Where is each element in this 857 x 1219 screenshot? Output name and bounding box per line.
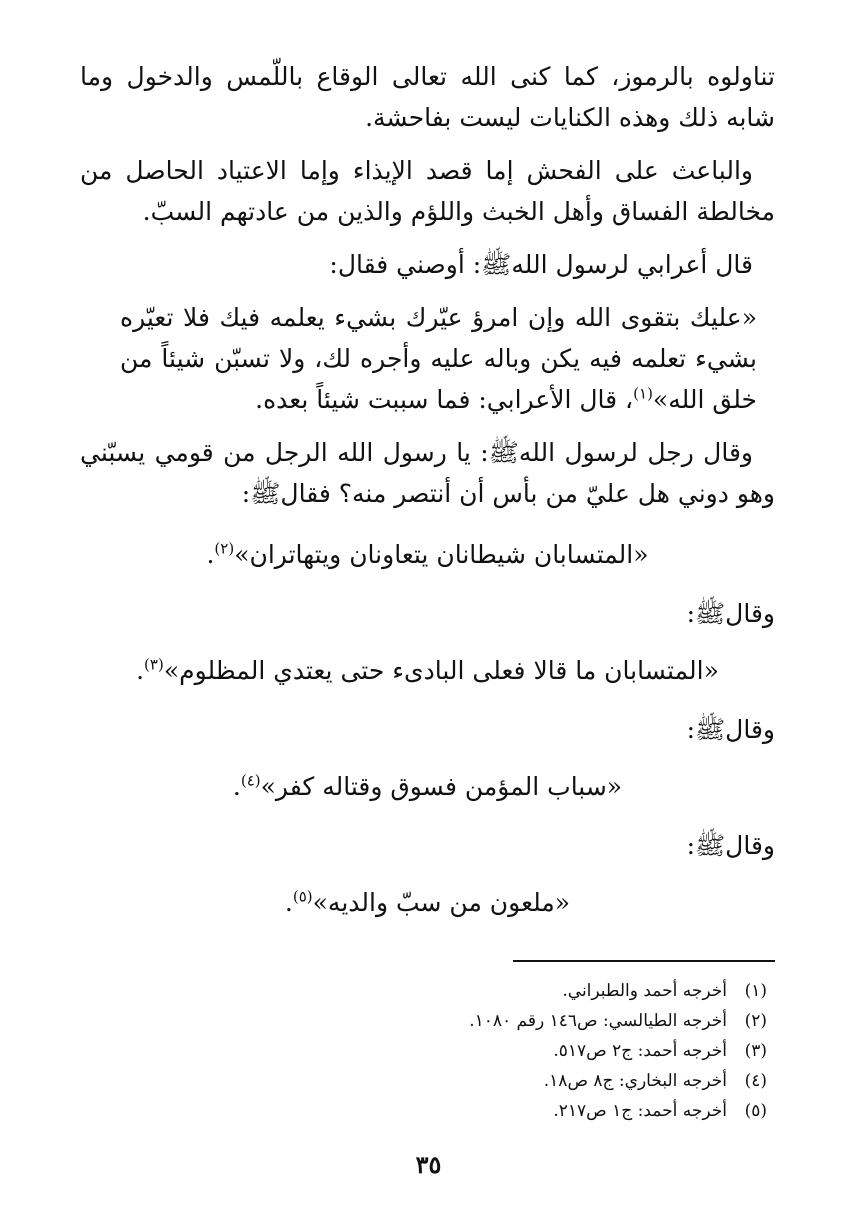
quote-tail-1: .: [206, 540, 215, 569]
footnote-ref-3: (٣): [144, 655, 164, 674]
paragraph-5: وقال رجل لرسول اللهﷺ: يا رسول الله الرجل من قومي يسبّني وهو دوني هل عليّ من بأس أن أنتصر منه؟ فقالﷺ:: [80, 438, 775, 508]
footnote-number: (٥): [744, 1101, 767, 1121]
page-number: ٣٥: [415, 1150, 442, 1179]
footnote-ref-2: (٢): [214, 539, 235, 558]
quote-text-4: «ملعون من سبّ والديه»: [312, 888, 571, 917]
footnote-ref-5: (٥): [292, 887, 313, 906]
paragraph-3: قال أعرابي لرسول اللهﷺ: أوصني فقال:: [329, 250, 753, 279]
quote-3: [80, 766, 775, 807]
footnote-divider: [513, 960, 775, 962]
intro-4: وقالﷺ:: [686, 831, 775, 860]
paragraph-1: تناولوه بالرموز، كما كنى الله تعالى الوقاع باللّمس والدخول وما شابه ذلك وهذه الكنايات ليست بفاحشة.: [80, 62, 775, 132]
quote-4: [80, 882, 775, 923]
footnote-item: [80, 1096, 767, 1126]
quote-tail-3: .: [232, 772, 241, 801]
hadith-tail-1: ، قال الأعرابي: فما سببت شيئاً بعده.: [255, 385, 634, 414]
footnote-number: (٢): [744, 1011, 767, 1031]
footnote-text: أخرجه أحمد: ج٢ ص٥١٧.: [553, 1041, 727, 1061]
quote-text-2: «المتسابان ما قالا فعلى البادىء حتى يعتدي المظلوم»: [163, 656, 719, 685]
footnote-list: [80, 976, 775, 1126]
footnote-ref-4: (٤): [240, 771, 261, 790]
quote-text-1: «المتسابان شيطانان يتعاونان ويتهاتران»: [234, 540, 649, 569]
footnote-number: (١): [744, 981, 767, 1001]
intro-2: وقالﷺ:: [686, 599, 775, 628]
footnote-text: أخرجه الطيالسي: ص١٤٦ رقم ١٠٨٠.: [469, 1011, 727, 1031]
footnote-text: أخرجه أحمد: ج١ ص٢١٧.: [553, 1101, 727, 1121]
quote-2: [80, 650, 775, 691]
footnote-item: [80, 1006, 767, 1036]
hadith-text-1: «عليك بتقوى الله وإن امرؤ عيّرك بشيء يعلمه فيك فلا تعيّره بشيء تعلمه فيه يكن وباله عليه وأجره لك، ولا تسبّن شيئاً من خلق الله»: [120, 303, 757, 414]
intro-3: وقالﷺ:: [686, 715, 775, 744]
quote-1: [80, 534, 775, 575]
footnotes-section: [80, 960, 775, 1126]
footnote-item: [80, 1036, 767, 1066]
quote-tail-4: .: [284, 888, 293, 917]
footnote-item: [80, 1066, 767, 1096]
footnote-text: أخرجه أحمد والطبراني.: [562, 981, 727, 1001]
hadith-paragraph-1: [80, 297, 775, 420]
quote-text-3: «سباب المؤمن فسوق وقتاله كفر»: [260, 772, 623, 801]
footnote-number: (٣): [744, 1041, 767, 1061]
footnote-number: (٤): [744, 1071, 767, 1091]
footnote-ref-1: (١): [633, 384, 653, 403]
footnote-item: [80, 976, 767, 1006]
paragraph-2: والباعث على الفحش إما قصد الإيذاء وإما الاعتياد الحاصل من مخالطة الفساق وأهل الخبث واللؤم والذين من عادتهم السبّ.: [80, 156, 775, 226]
quote-tail-2: .: [136, 656, 145, 685]
footnote-text: أخرجه البخاري: ج٨ ص١٨.: [543, 1071, 727, 1091]
